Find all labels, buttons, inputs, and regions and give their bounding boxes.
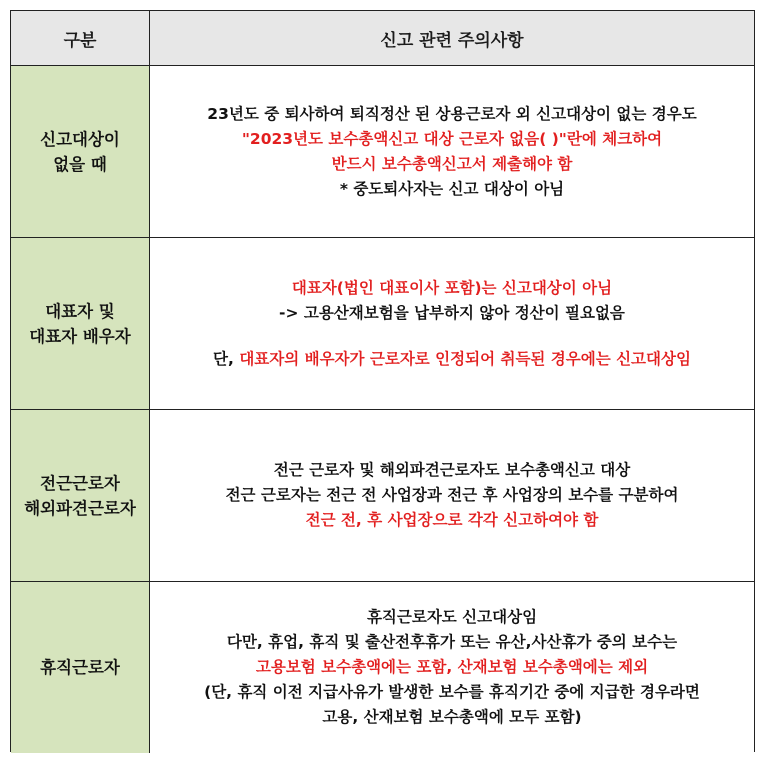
row-label-line: 없을 때 [53,154,107,174]
row-label-line: 신고대상이 [40,129,120,149]
content-line-emphasis: 반드시 보수총액신고서 제출해야 함 [331,154,573,173]
row-label-line: 해외파견근로자 [24,498,136,518]
content-line: 다만, 휴업, 휴직 및 출산전후휴가 또는 유산,사산휴가 중의 보수는 [226,633,678,651]
content-line: 고용, 산재보험 보수총액에 모두 포함) [322,708,582,726]
row-label-no-target [11,66,150,238]
row-content-leave [150,582,754,753]
notice-table [10,10,755,752]
content-line: 휴직근로자도 신고대상임 [366,608,538,626]
content-line-emphasis: "2023년도 보수총액신고 대상 근로자 없음( )"란에 체크하여 [241,129,663,148]
emphasis-text: 대표자의 배우자가 근로자로 인정되어 취득된 경우에는 신고대상임 [239,349,691,368]
content-line-emphasis: 전근 전, 후 사업장으로 각각 신고하여야 함 [305,511,599,529]
row-label-line: 휴직근로자 [40,658,120,677]
header-category [11,11,150,66]
paragraph-gap [213,326,691,347]
header-notes-text: 신고 관련 주의사항 [380,30,524,51]
row-label-representative [11,238,150,410]
header-category-text: 구분 [63,30,97,51]
content-line: 전근 근로자는 전근 전 사업장과 전근 후 사업장의 보수를 구분하여 [225,486,679,504]
content-line-emphasis: 대표자(법인 대표이사 포함)는 신고대상이 아님 [291,278,613,297]
row-label-leave [11,582,150,753]
row-content-no-target [150,66,754,238]
row-label-line: 대표자 배우자 [29,326,131,346]
row-label-line: 대표자 및 [45,301,115,321]
content-line: 전근 근로자 및 해외파견근로자도 보수총액신고 대상 [273,461,631,479]
content-line-emphasis: 고용보험 보수총액에는 포함, 산재보험 보수총액에는 제외 [255,658,649,676]
row-content-representative [150,238,754,410]
prefix-text: 단, [213,349,240,368]
row-label-transfer [11,410,150,582]
header-notes [150,11,754,66]
content-line: * 중도퇴사자는 신고 대상이 아님 [339,179,565,198]
content-line: (단, 휴직 이전 지급사유가 발생한 보수를 휴직기간 중에 지급한 경우라면 [204,683,700,701]
content-line: 23년도 중 퇴사하여 퇴직정산 된 상용근로자 외 신고대상이 없는 경우도 [207,104,697,123]
row-content-transfer [150,410,754,582]
content-line-mixed [213,347,691,372]
row-label-line: 전근근로자 [40,473,120,493]
content-line: -> 고용산재보험을 납부하지 않아 정산이 필요없음 [279,303,625,322]
